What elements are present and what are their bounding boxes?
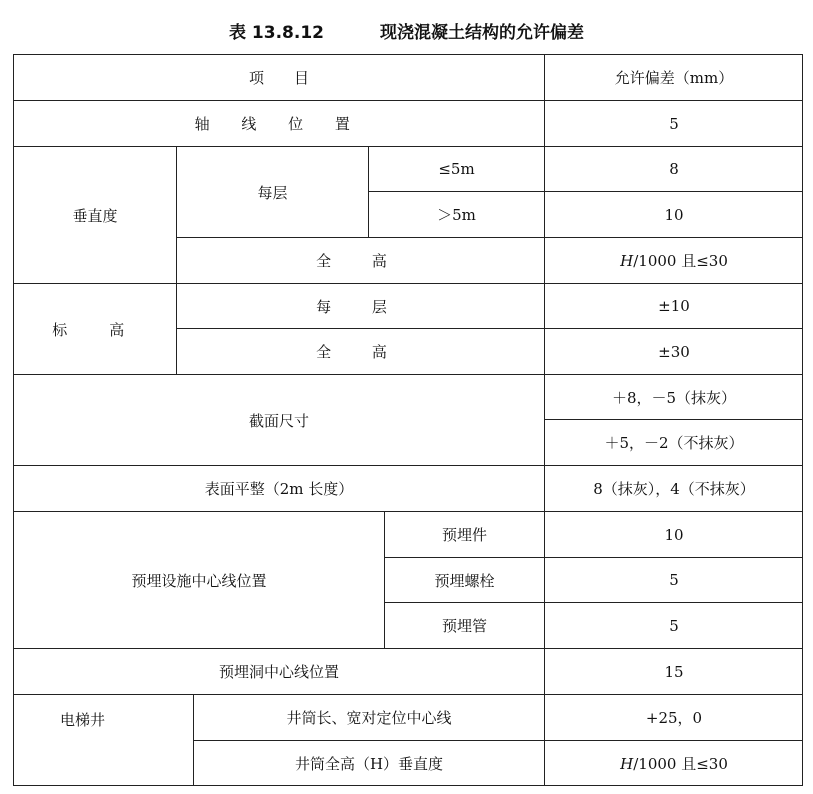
hole-value [544,648,803,694]
header-item [13,54,544,100]
vertical-full-height-var: H [620,251,634,270]
header-item-text: 项 目 [248,69,309,87]
table-title: 现浇混凝土结构的允许偏差 [379,23,584,43]
elevation-per-floor [176,283,544,328]
elevator-length-width-value-text: +25，0 [645,709,703,727]
section-label-text: 截面尺寸 [248,411,309,430]
hole-label [13,648,544,694]
embedded-pipe-text: 预埋管 [441,617,487,635]
elevation-full-height [176,328,544,374]
vertical-le5m-value [544,146,803,191]
vertical-per-floor-text: 每层 [257,183,288,202]
elevator-full-height [193,740,544,786]
elevation-label-text: 标 高 [52,320,138,339]
vertical-full-height-value [544,237,803,283]
elevator-label [13,694,193,786]
header-tolerance-text: 允许偏差（mm） [614,69,734,87]
elevator-full-height-rest: /1000 且≤30 [633,755,728,773]
embedded-label [13,511,384,648]
elevator-full-height-text: 井筒全高（H）垂直度 [294,755,444,773]
vertical-gt5m-text: ＞5m [437,206,476,224]
elevation-full-height-text: 全 高 [316,343,405,361]
vertical-gt5m [368,191,544,237]
elevation-full-height-value-text: ±30 [658,342,690,361]
hole-value-text: 15 [664,662,684,681]
embedded-part-value [544,511,803,557]
axis-label-text: 轴 线 位 置 [194,115,364,133]
vertical-label-text: 垂直度 [72,206,118,225]
elevator-length-width [193,694,544,740]
hole-label-text: 预埋洞中心线位置 [218,663,339,681]
embedded-pipe-value [544,602,803,648]
axis-label [13,100,544,146]
vertical-le5m [368,146,544,191]
section-value-1 [544,374,803,419]
section-value-2 [544,419,803,465]
embedded-part [384,511,544,557]
section-label [13,374,544,465]
embedded-pipe [384,602,544,648]
axis-value [544,100,803,146]
embedded-bolt-value [544,557,803,602]
table-number: 表 13.8.12 [229,23,324,43]
flatness-label [13,465,544,511]
embedded-pipe-value-text: 5 [669,616,679,635]
axis-value-text: 5 [669,114,679,133]
elevation-label [13,283,176,374]
embedded-part-text: 预埋件 [441,526,487,544]
tolerance-table [13,54,803,786]
embedded-bolt-value-text: 5 [669,571,679,589]
elevation-per-floor-value [544,283,803,328]
embedded-bolt [384,557,544,602]
elevator-length-width-text: 井筒长、宽对定位中心线 [286,709,452,727]
elevation-per-floor-value-text: ±10 [658,297,690,315]
table-caption [0,18,813,43]
vertical-full-height-text: 全 高 [316,252,405,270]
elevation-full-height-value [544,328,803,374]
vertical-le5m-value-text: 8 [669,160,679,178]
flatness-value [544,465,803,511]
embedded-part-value-text: 10 [664,525,684,544]
vertical-le5m-text: ≤5m [438,160,475,178]
vertical-full-height-rest: /1000 且≤30 [633,252,728,270]
elevator-full-height-var: H [620,754,634,773]
vertical-gt5m-value-text: 10 [664,205,684,224]
section-value-2-text: ＋5，－2（不抹灰） [604,434,744,452]
vertical-label [13,146,176,283]
elevator-length-width-value [544,694,803,740]
elevator-full-height-value [544,740,803,786]
vertical-gt5m-value [544,191,803,237]
flatness-label-text: 表面平整（2m 长度） [204,480,354,498]
flatness-value-text: 8（抹灰），4（不抹灰） [593,480,755,498]
vertical-full-height [176,237,544,283]
embedded-bolt-text: 预埋螺栓 [434,571,495,590]
section-value-1-text: ＋8，－5（抹灰） [611,388,737,407]
header-tolerance [544,54,803,100]
embedded-label-text: 预埋设施中心线位置 [131,571,267,590]
vertical-per-floor [176,146,368,237]
elevation-per-floor-text: 每 层 [316,297,405,316]
elevator-label-text: 电梯井 [60,711,106,729]
